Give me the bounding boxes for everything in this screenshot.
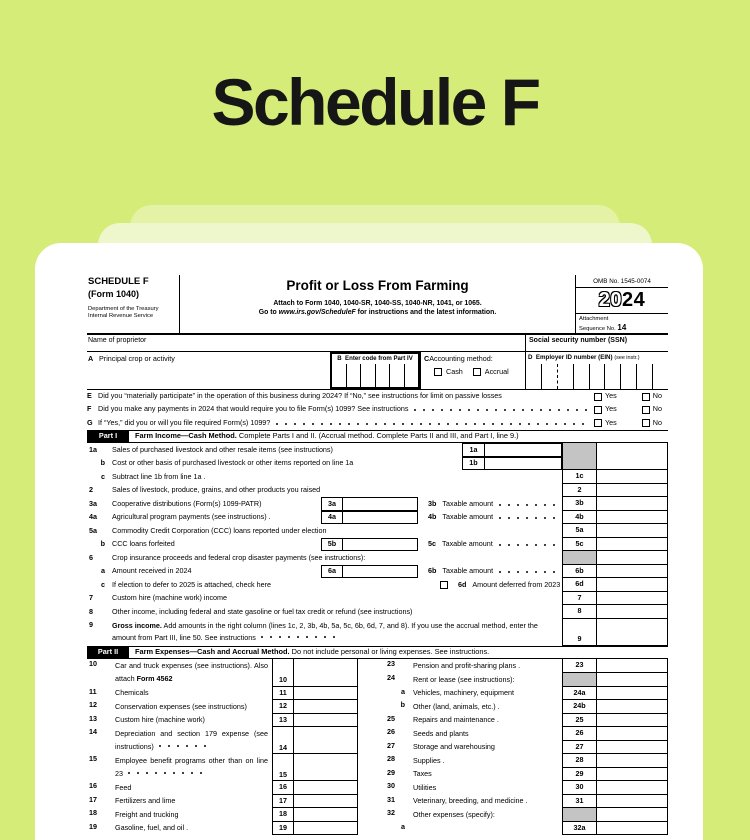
line-b xyxy=(330,352,420,389)
leader-dots xyxy=(411,403,591,416)
amount-box-24a[interactable] xyxy=(597,687,668,701)
line-c-letter: C xyxy=(424,354,430,363)
code-cell[interactable] xyxy=(404,364,419,387)
form-title: Profit or Loss From Farming xyxy=(286,278,469,293)
row-6: 6 Crop insurance proceeds and federal crop disaster payments (see instructions): xyxy=(87,551,668,565)
code-cell[interactable] xyxy=(375,364,390,387)
amount-box-16[interactable] xyxy=(293,781,358,795)
part2-right-column xyxy=(385,659,668,835)
amount-box-8[interactable] xyxy=(597,605,668,619)
ssn-label: Social security number (SSN) xyxy=(529,337,628,344)
row-28: 28 Supplies . 28 xyxy=(385,754,668,768)
line-a-label: Principal crop or activity xyxy=(99,354,175,363)
irs-url: www.irs.gov/ScheduleF xyxy=(278,309,356,317)
schedule-label: SCHEDULE F xyxy=(88,276,149,287)
proprietor-name-label: Name of proprietor xyxy=(88,337,147,344)
line-e: E Did you “materially participate” in the operation of this business during 2024? If “No,” see instructions for limit on passive losses Yes No xyxy=(87,391,662,401)
form-card xyxy=(35,243,703,840)
amount-box-4a[interactable] xyxy=(343,511,418,525)
row-4a: 4a Agricultural program payments (see instructions) . 4a 4b Taxable amount 4b xyxy=(87,511,668,525)
cash-label: Cash xyxy=(446,367,463,377)
shaded-cell xyxy=(562,551,597,565)
ein-cell[interactable] xyxy=(526,364,541,389)
amount-box-7[interactable] xyxy=(597,592,668,606)
form-number: (Form 1040) xyxy=(88,288,140,299)
part1-header-bar xyxy=(87,430,668,444)
leader-dots xyxy=(273,416,591,430)
part2-title: Farm Expenses—Cash and Accrual Method. xyxy=(135,646,290,656)
amount-box-5c[interactable] xyxy=(597,538,668,552)
row-32: 32 Other expenses (specify): xyxy=(385,808,668,822)
omb-block xyxy=(575,275,668,333)
ein-cell[interactable] xyxy=(557,364,573,389)
row-9: 9 Gross income. Add amounts in the right column (lines 1c, 2, 3b, 4b, 5a, 5c, 6b, 6d, 7, and 8). If you use the accrual method, enter the amount from Part III, line 50. See instructions 9 xyxy=(87,619,668,646)
amount-box-29[interactable] xyxy=(597,768,668,782)
part-iv-code-input[interactable] xyxy=(332,364,418,387)
line-abcd-row xyxy=(87,352,668,390)
accrual-checkbox[interactable] xyxy=(473,368,481,376)
line-d xyxy=(525,352,668,389)
leader-dots xyxy=(125,770,209,776)
amount-box-6b[interactable] xyxy=(597,565,668,579)
row-18: 18 Freight and trucking 18 xyxy=(87,808,358,822)
row-24a: a Vehicles, machinery, equipment 24a xyxy=(385,687,668,701)
row-7: 7 Custom hire (machine work) income 7 xyxy=(87,592,668,606)
code-cell[interactable] xyxy=(332,364,346,387)
line-c xyxy=(420,352,525,389)
leader-dots xyxy=(156,743,208,749)
tax-year: 20 24 xyxy=(576,288,668,313)
amount-box-26[interactable] xyxy=(597,727,668,741)
amount-box-24b[interactable] xyxy=(597,700,668,714)
ein-input[interactable] xyxy=(526,364,668,389)
shaded-cell xyxy=(562,457,597,471)
row-19: 19 Gasoline, fuel, and oil . 19 xyxy=(87,822,358,836)
ein-cell[interactable] xyxy=(652,364,668,389)
code-cell[interactable] xyxy=(389,364,404,387)
row-6c: c If election to defer to 2025 is attached, check here 6d Amount deferred from 2023 6d xyxy=(87,578,668,592)
amount-box-11[interactable] xyxy=(293,687,358,701)
row-15: 15 Employee benefit programs other than on line 23 15 xyxy=(87,754,358,781)
part2-subtitle: Do not include personal or living expenses. See instructions. xyxy=(291,646,490,656)
shaded-cell xyxy=(562,443,597,457)
amount-box-6d[interactable] xyxy=(597,578,668,592)
row-30: 30 Utilities 30 xyxy=(385,781,668,795)
form-header xyxy=(87,275,668,335)
ein-cell[interactable] xyxy=(541,364,557,389)
row-8: 8 Other income, including federal and state gasoline or fuel tax credit or refund (see instructions) 8 xyxy=(87,605,668,619)
line-d-label: D Employer ID number (EIN) (see instr.) xyxy=(528,354,640,361)
leader-dots xyxy=(496,497,559,511)
row-29: 29 Taxes 29 xyxy=(385,768,668,782)
ein-cell[interactable] xyxy=(604,364,620,389)
row-2: 2 Sales of livestock, produce, grains, and other products you raised 2 xyxy=(87,484,668,498)
ein-cell[interactable] xyxy=(636,364,652,389)
amount-box-1b[interactable] xyxy=(485,457,562,471)
line-f: F Did you make any payments in 2024 that would require you to file Form(s) 1099? See instructions Yes No xyxy=(87,403,668,416)
row-32a: a 32a xyxy=(385,822,668,836)
part2-left-column xyxy=(87,659,358,835)
amount-box-18[interactable] xyxy=(293,808,358,822)
row-17: 17 Fertilizers and lime 17 xyxy=(87,795,358,809)
line-c-label: Accounting method: xyxy=(429,354,493,363)
row-12: 12 Conservation expenses (see instructions) 12 xyxy=(87,700,358,714)
amount-box-27[interactable] xyxy=(597,741,668,755)
amount-box-14[interactable] xyxy=(293,727,358,754)
part2-label: Part II xyxy=(87,647,129,659)
row-11: 11 Chemicals 11 xyxy=(87,687,358,701)
amount-box-9[interactable] xyxy=(597,619,668,646)
amount-box-28[interactable] xyxy=(597,754,668,768)
amount-box-4b[interactable] xyxy=(597,511,668,525)
row-6a: a Amount received in 2024 6a 6b Taxable amount 6b xyxy=(87,565,668,579)
row-13: 13 Custom hire (machine work) 13 xyxy=(87,714,358,728)
part2-header-bar xyxy=(87,646,668,660)
ssn-cell[interactable] xyxy=(525,335,668,351)
department-line: Department of the Treasury Internal Revenue Service xyxy=(88,306,159,319)
line-g: G If “Yes,” did you or will you file required Form(s) 1099? Yes No xyxy=(87,416,668,430)
goto-instruction: Go to www.irs.gov/ScheduleF for instructions and the latest information. xyxy=(258,309,497,317)
amount-box-5a[interactable] xyxy=(597,524,668,538)
form-title-block xyxy=(180,275,575,333)
form-id-block xyxy=(87,275,180,333)
ein-cell[interactable] xyxy=(573,364,589,389)
line-e-text: Did you “materially participate” in the operation of this business during 2024? If “No,” see instructions for limit on passive losses xyxy=(98,391,502,401)
line-a-letter: A xyxy=(88,354,94,363)
part1-subtitle: Complete Parts I and II. (Accrual method. Complete Parts II and III, and Part I, line 9.) xyxy=(238,430,519,440)
row-24b: b Other (land, animals, etc.) . 24b xyxy=(385,700,668,714)
page-title: Schedule F xyxy=(211,65,539,139)
schedule-f-form xyxy=(87,275,668,835)
line-f-text: Did you make any payments in 2024 that would require you to file Form(s) 1099? See instructions xyxy=(98,404,409,414)
leader-dots xyxy=(496,511,559,525)
amount-box-31[interactable] xyxy=(597,795,668,809)
row-1a: 1a Sales of purchased livestock and other resale items (see instructions) 1a xyxy=(87,443,668,457)
amount-box-12[interactable] xyxy=(293,700,358,714)
proprietor-name-input[interactable] xyxy=(146,337,525,351)
shaded-cell xyxy=(562,808,597,822)
amount-box-15[interactable] xyxy=(293,754,358,781)
row-23: 23 Pension and profit-sharing plans . 23 xyxy=(385,659,668,673)
part1-label: Part I xyxy=(87,431,129,443)
attach-instruction: Attach to Form 1040, 1040-SR, 1040-SS, 1040-NR, 1041, or 1065. xyxy=(273,299,482,307)
name-ssn-row xyxy=(87,335,668,352)
row-1b: b Cost or other basis of purchased livestock or other items reported on line 1a 1b xyxy=(87,457,668,471)
code-cell[interactable] xyxy=(346,364,361,387)
cash-checkbox[interactable] xyxy=(434,368,442,376)
row-24: 24 Rent or lease (see instructions): xyxy=(385,673,668,687)
amount-box-30[interactable] xyxy=(597,781,668,795)
defer-election-checkbox[interactable] xyxy=(440,581,448,589)
line-g-no-checkbox[interactable] xyxy=(642,419,650,427)
row-31: 31 Veterinary, breeding, and medicine . 31 xyxy=(385,795,668,809)
accrual-label: Accrual xyxy=(484,367,509,377)
part1-title: Farm Income—Cash Method. xyxy=(135,430,237,440)
amount-box-24 xyxy=(597,673,668,687)
row-25: 25 Repairs and maintenance . 25 xyxy=(385,714,668,728)
amount-box-6a[interactable] xyxy=(343,565,418,579)
line-g-text: If “Yes,” did you or will you file required Form(s) 1099? xyxy=(98,417,271,427)
ein-cell[interactable] xyxy=(620,364,636,389)
line-e-yes-checkbox[interactable] xyxy=(594,393,602,401)
line-f-no-checkbox[interactable] xyxy=(642,406,650,414)
code-cell[interactable] xyxy=(360,364,375,387)
row-26: 26 Seeds and plants 26 xyxy=(385,727,668,741)
row-16: 16 Feed 16 xyxy=(87,781,358,795)
line-e-no-checkbox[interactable] xyxy=(642,393,650,401)
amount-box-19[interactable] xyxy=(293,822,358,836)
row-27: 27 Storage and warehousing 27 xyxy=(385,741,668,755)
line-f-yes-checkbox[interactable] xyxy=(594,406,602,414)
amount-box-10[interactable] xyxy=(293,659,358,687)
attachment-sequence: Attachment Sequence No. 14 xyxy=(579,315,627,332)
amount-box-13[interactable] xyxy=(293,714,358,728)
row-10: 10 Car and truck expenses (see instructions). Also attach Form 4562 10 xyxy=(87,659,358,687)
amount-box-5b[interactable] xyxy=(343,538,418,552)
amount-box-3a[interactable] xyxy=(343,497,418,511)
amount-box-1c[interactable] xyxy=(597,470,668,484)
line-a xyxy=(87,352,330,389)
amount-box-1a[interactable] xyxy=(485,443,562,457)
row-14: 14 Depreciation and section 179 expense (see instructions) 14 xyxy=(87,727,358,754)
amount-box-32a[interactable] xyxy=(597,822,668,836)
row-1c: c Subtract line 1b from line 1a . 1c xyxy=(87,470,668,484)
line-g-yes-checkbox[interactable] xyxy=(594,419,602,427)
row-5a: 5a Commodity Credit Corporation (CCC) loans reported under election 5a xyxy=(87,524,668,538)
amount-box-23[interactable] xyxy=(597,659,668,673)
part2-columns xyxy=(87,659,668,835)
amount-box-32 xyxy=(597,808,668,822)
line-b-label: B Enter code from Part IV xyxy=(337,355,413,362)
leader-dots xyxy=(496,565,559,579)
amount-box-2[interactable] xyxy=(597,484,668,498)
principal-crop-input[interactable] xyxy=(175,355,330,389)
omb-number: OMB No. 1545-0074 xyxy=(576,275,668,288)
amount-box-3b[interactable] xyxy=(597,497,668,511)
leader-dots xyxy=(496,538,559,552)
row-5b: b CCC loans forfeited 5b 5c Taxable amount 5c xyxy=(87,538,668,552)
amount-box-17[interactable] xyxy=(293,795,358,809)
leader-dots xyxy=(258,634,336,640)
ein-cell[interactable] xyxy=(589,364,605,389)
proprietor-name-cell xyxy=(87,335,525,351)
amount-box-25[interactable] xyxy=(597,714,668,728)
shaded-cell xyxy=(562,673,597,687)
row-3a: 3a Cooperative distributions (Form(s) 1099-PATR) 3a 3b Taxable amount 3b xyxy=(87,497,668,511)
